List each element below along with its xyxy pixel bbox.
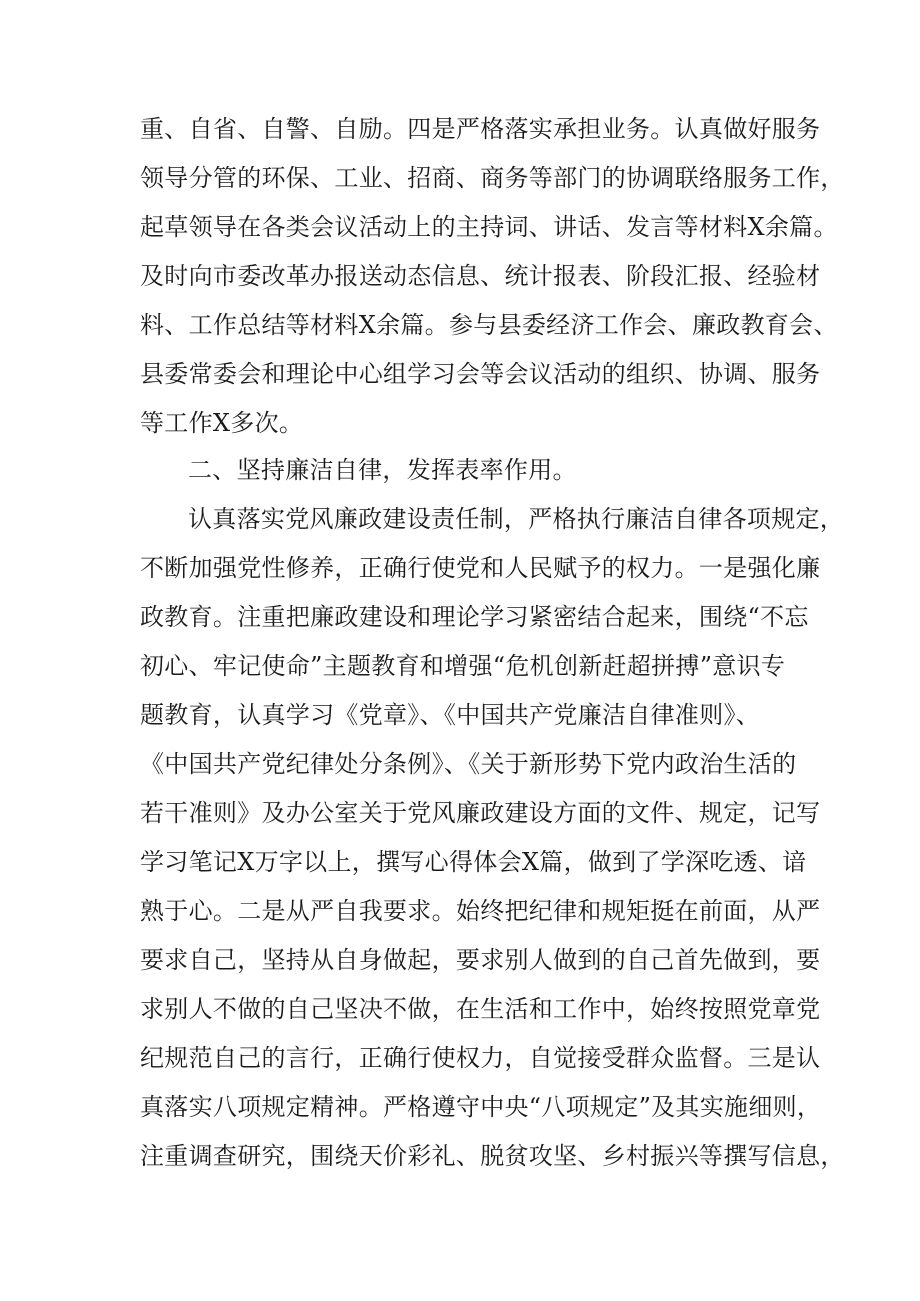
para2-line-12: 纪规范自己的言行，正确行使权力，自觉接受群众监督。三是认 <box>140 1044 821 1072</box>
para2-line-14: 注重调查研究，围绕天价彩礼、脱贫攻坚、乡村振兴等撰写信息， <box>140 1142 845 1170</box>
para2-line-4: 初心、牢记使命”主题教育和增强“危机创新赶超拼搏”意识专 <box>140 652 786 680</box>
para2-line-11: 求别人不做的自己坚决不做，在生活和工作中，始终按照党章党 <box>140 995 821 1023</box>
para2-line-10: 要求自己，坚持从自身做起，要求别人做到的自己首先做到，要 <box>140 946 821 974</box>
para2-line-2: 不断加强党性修养，正确行使党和人民赋予的权力。一是强化廉 <box>140 554 821 582</box>
para1-line-4: 及时向市委改革办报送动态信息、统计报表、阶段汇报、经验材 <box>140 262 821 290</box>
para2-line-6: 《中国共产党纪律处分条例》、《关于新形势下党内政治生活的 <box>140 750 797 778</box>
para1-line-3: 起草领导在各类会议活动上的主持词、讲话、发言等材料X余篇。 <box>140 213 838 241</box>
para1-line-7: 等工作X多次。 <box>140 409 304 437</box>
para1-line-1: 重、自省、自警、自励。四是严格落实承担业务。认真做好服务 <box>140 115 821 143</box>
para1-line-5: 料、工作总结等材料X余篇。参与县委经济工作会、廉政教育会、 <box>140 311 838 339</box>
para1-line-2: 领导分管的环保、工业、招商、商务等部门的协调联络服务工作， <box>140 164 845 192</box>
para1-line-6: 县委常委会和理论中心组学习会等会议活动的组织、协调、服务 <box>140 360 821 388</box>
para2-line-8: 学习笔记X万字以上，撰写心得体会X篇，做到了学深吃透、谙 <box>140 848 807 876</box>
para2-line-7: 若干准则》及办公室关于党风廉政建设方面的文件、规定，记写 <box>140 799 821 827</box>
para2-line-9: 熟于心。二是从严自我要求。始终把纪律和规矩挺在前面，从严 <box>140 897 821 925</box>
para2-line-5: 题教育，认真学习《党章》、《中国共产党廉洁自律准则》、 <box>140 701 761 729</box>
para2-line-1: 认真落实党风廉政建设责任制，严格执行廉洁自律各项规定， <box>188 505 845 533</box>
para2-line-13: 真落实八项规定精神。严格遵守中央“八项规定”及其实施细则， <box>140 1093 822 1121</box>
para2-line-3: 政教育。注重把廉政建设和理论学习紧密结合起来，围绕“不忘 <box>140 603 809 631</box>
section-heading: 二、坚持廉洁自律，发挥表率作用。 <box>188 456 577 484</box>
